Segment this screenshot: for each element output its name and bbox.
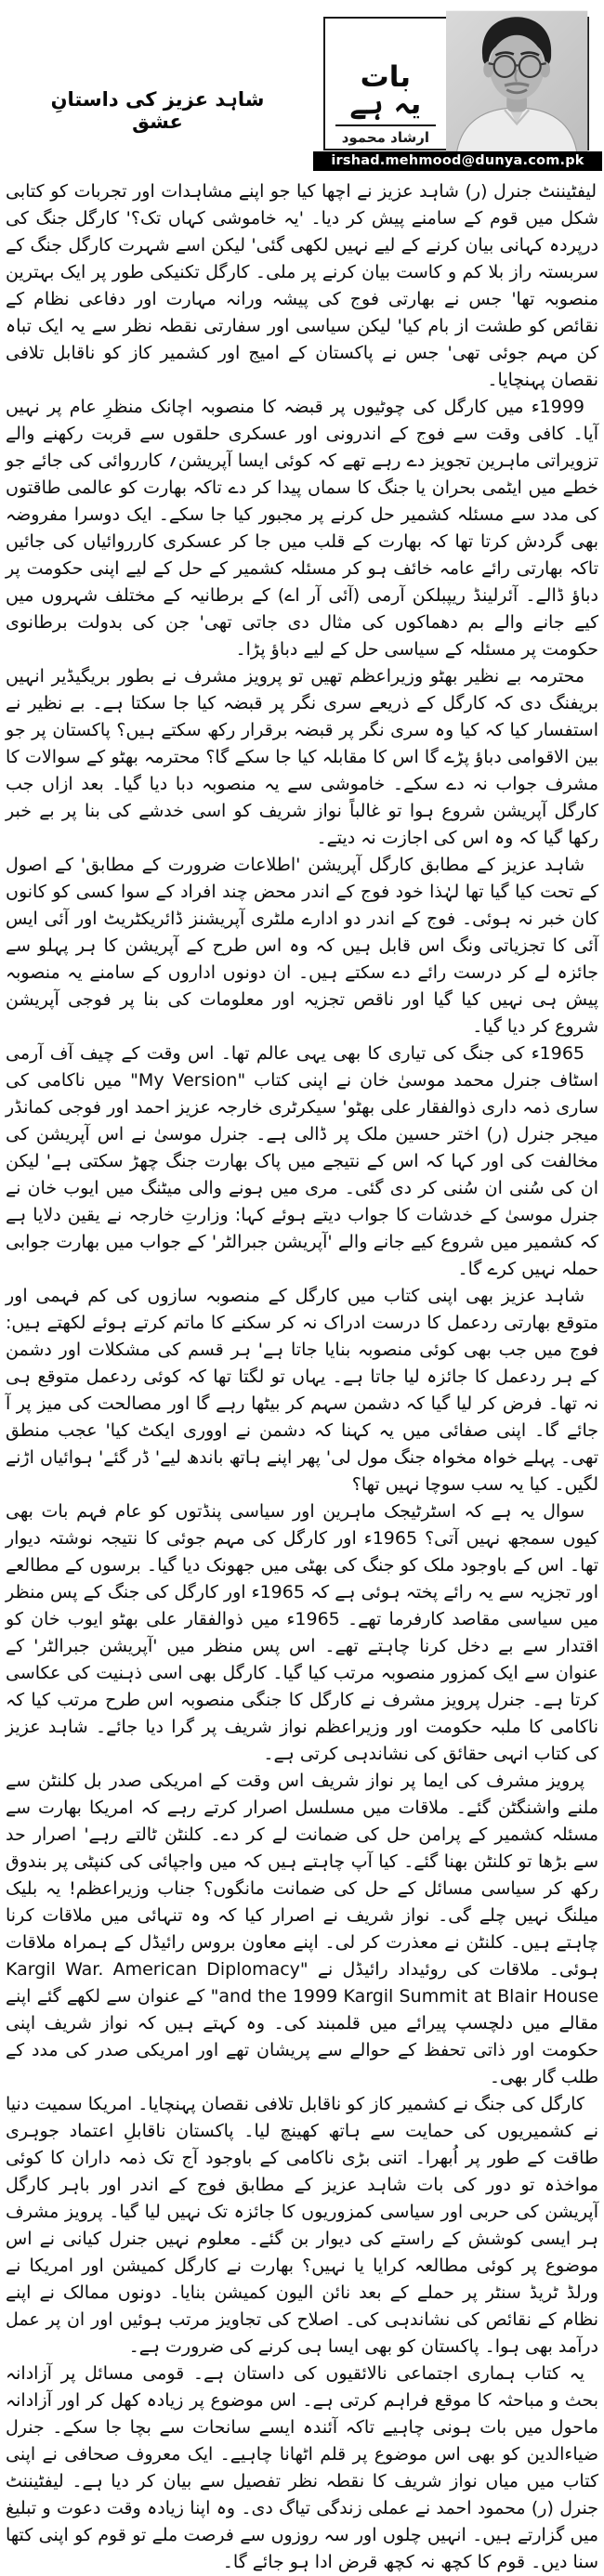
author-portrait-illustration: [446, 19, 587, 149]
article-title: شاہد عزیز کی داستانِ عشق: [50, 88, 265, 133]
author-email-bar: irshad.mehmood@dunya.com.pk: [313, 151, 602, 171]
article-paragraph: شاہد عزیز بھی اپنی کتاب میں کارگل کے منصوبہ سازوں کی کم فہمی اور متوقع بھارتی ردعمل کا درست ادراک نہ کر سکنے کا ماتم کرتے ہوئے لکھتے ہیں: فوج میں جب بھی کوئی منصوبہ بنایا جاتا ہے' ہر قسم کی مشکلات اور دشمن کے ہر ردعمل کا جائزہ لیا جاتا ہے۔ یہاں تو لگتا تھا کہ کوئی ردعمل متوقع ہی نہ تھا۔ فرض کر لیا گیا کہ دشمن سہم کر بیٹھا رہے گا اور مصالحت کی میز پر آ جائے گا۔ اپنی صفائی میں یہ کہنا کہ دشمن نے اووری ایکٹ کیا' عجب منطق تھی۔ پہلے خواہ مخواہ جنگ مول لی' پھر اپنے ہاتھ باندھ لیے' ڈر گئے' ہوائیاں اڑنے لگیں۔ کیا یہ سب سوچا نہیں تھا؟: [6, 1286, 598, 1495]
article-body: [0, 177, 604, 2576]
article-paragraph: 1999ء میں کارگل کی چوٹیوں پر قبضہ کا منصوبہ اچانک منظرِ عام پر نہیں آیا۔ کافی وقت سے فوج کے اندرونی اور عسکری حلقوں سے قربت رکھنے والے تزویراتی ماہرین تجویز دے رہے تھے کہ کوئی ایسا آپریشن؍ کارروائی کی جائے جو خطے میں ایٹمی بحران یا جنگ کا سماں پیدا کر دے تاکہ بھارت کو عالمی طاقتوں کی مدد سے مسئلہ کشمیر حل کرنے پر مجبور کیا جا سکے۔ ایک دوسرا مفروضہ بھی گردش کرتا تھا کہ بھارت کے قلب میں جا کر عسکری کارروائیاں کی جائیں تاکہ بھارتی رائے عامہ خائف ہو کر مسئلہ کشمیر کے حل کے لیے اپنی حکومت پر دباؤ ڈالے۔ آئرلینڈ ریپبلکن آرمی (آئی آر اے) کے برطانیہ کے مختلف شہروں میں کیے جانے والے بم دھماکوں کی مثال دی جاتی تھی' جن کی بدولت برطانوی حکومت پر مسئلہ کے سیاسی حل کے لیے دباؤ پڑا۔: [6, 397, 598, 660]
article-paragraph: یہ کتاب ہماری اجتماعی نالائقیوں کی داستان ہے۔ قومی مسائل پر آزادانہ بحث و مباحثہ کا موقع فراہم کرتی ہے۔ اس موضوع پر زیادہ کھل کر اور آزادانہ ماحول میں بات ہونی چاہیے تاکہ آئندہ ایسے سانحات سے بچا جا سکے۔ جنرل ضیاءالدین کو بھی اس موضوع پر قلم اٹھانا چاہیے۔ ایک معروف صحافی نے اپنی کتاب میں میاں نواز شریف کا نقطہ نظر تفصیل سے بیان کر دیا ہے۔ لیفٹیننٹ جنرل (ر) محمود احمد نے عملی زندگی تیاگ دی۔ وہ اپنا زیادہ وقت دعوت و تبلیغ میں گزارتے ہیں۔ انہیں چلوں اور سہ روزوں سے فرصت ملے تو قوم کو اپنی کتھا سنا دیں۔ قوم کا کچھ نہ کچھ قرض ادا ہو جائے گا۔: [6, 2363, 598, 2572]
article-paragraph: پرویز مشرف کی ایما پر نواز شریف اس وقت کے امریکی صدر بل کلنٹن سے ملنے واشنگٹن گئے۔ ملاقات میں مسلسل اصرار کرتے رہے کہ امریکا بھارت سے مسئلہ کشمیر کے پرامن حل کی ضمانت لے کر دے۔ کلنٹن ٹالتے رہے' اصرار حد سے بڑھا تو کلنٹن بھنا گئے۔ کیا آپ چاہتے ہیں کہ میں واجپائی کی کنپٹی پر بندوق رکھ کر سیاسی مسائل کے حل کی ضمانت مانگوں؟ جناب وزیراعظم! یہ بلیک میلنگ نہیں چلے گی۔ نواز شریف نے اصرار کیا کہ وہ تنہائی میں ملاقات کرنا چاہتے ہیں۔ کلنٹن نے معذرت کر لی۔ اپنے معاون بروس رائیڈل کے ہمراہ ملاقات ہوئی۔ ملاقات کی روئیداد رائیڈل نے "Kargil War. American Diplomacy and the 1999 Kargil Summit at Blair House" کے عنوان سے لکھے گئے اپنے مقالے میں دلچسپ پیرائے میں قلمبند کی۔ وہ کہتے ہیں کہ نواز شریف اپنی حکومت اور ذاتی تحفظ کے حوالے سے پریشان تھے اور امریکی صدر کی مدد کے طلب گار بھی۔: [6, 1771, 599, 2087]
column-logo-word-1: بات: [360, 60, 412, 94]
column-masthead: [0, 0, 604, 177]
article-paragraph: لیفٹیننٹ جنرل (ر) شاہد عزیز نے اچھا کیا جو اپنے مشاہدات اور تجربات کو کتابی شکل میں قوم کے سامنے پیش کر دیا۔ 'یہ خاموشی کہاں تک؟' کارگل جنگ کی درپردہ کہانی بیان کرنے کے لیے نہیں لکھی گئی' لیکن اسے شہرت کارگل جنگ کے سربستہ راز بلا کم و کاست بیان کرنے پر ملی۔ کارگل تکنیکی طور پر ایک بہترین منصوبہ تھا' جس نے بھارتی فوج کی پیشہ ورانہ مہارت اور دفاعی نظام کے نقائص کو طشت از بام کیا' لیکن سیاسی اور سفارتی نقطہ نظر سے یہ ایک تباہ کن مہم جوئی تھی' جس نے پاکستان کے امیج اور کشمیر کاز کو ناقابل تلافی نقصان پہنچایا۔: [6, 181, 598, 390]
article-paragraph: کارگل کی جنگ نے کشمیر کاز کو ناقابل تلافی نقصان پہنچایا۔ امریکا سمیت دنیا نے کشمیریوں کی حمایت سے ہاتھ کھینچ لیا۔ پاکستان ناقابلِ اعتماد جوہری طاقت کے طور پر اُبھرا۔ اتنی بڑی ناکامی کے باوجود آج تک ذمہ داران کا کوئی مواخذہ تو دور کی بات شاہد عزیز کے مطابق فوج کے اندر اور باہر کارگل آپریشن کی حربی اور سیاسی کمزوریوں کا جائزہ تک نہیں لیا گیا۔ پرویز مشرف ہر ایسی کوشش کے راستے کی دیوار بن گئے۔ معلوم نہیں جنرل کیانی نے اس موضوع پر کوئی مطالعہ کرایا یا نہیں؟ بھارت نے کارگل کمیشن اور امریکا نے ورلڈ ٹریڈ سنٹر پر حملے کے بعد نائن الیون کمیشن بنایا۔ دونوں ممالک نے اپنے نظام کے نقائص کی نشاندہی کی۔ اصلاح کی تجاویز مرتب ہوئیں اور ان پر عمل درآمد بھی ہوا۔ پاکستان کو بھی ایسا ہی کرنے کی ضرورت ہے۔: [6, 2094, 598, 2357]
article-paragraph: سوال یہ ہے کہ اسٹرٹیجک ماہرین اور سیاسی پنڈتوں کو عام فہم بات بھی کیوں سمجھ نہیں آتی؟ 1965ء اور کارگل کی مہم جوئی کا نتیجہ نوشتہ دیوار تھا۔ اس کے باوجود ملک کو جنگ کی بھٹی میں جھونک دیا گیا۔ برسوں کے مطالعے اور تجزیہ سے یہ رائے پختہ ہوئی ہے کہ 1965ء اور کارگل کی جنگ کے پس منظر میں سیاسی مقاصد کارفرما تھے۔ 1965ء میں ذوالفقار علی بھٹو ایوب خان کو اقتدار سے بے دخل کرنا چاہتے تھے۔ اس پس منظر میں 'آپریشن جبرالٹر' کے عنوان سے ایک کمزور منصوبہ مرتب کیا گیا۔ کارگل بھی اسی ذہنیت کی عکاسی کرتا ہے۔ جنرل پرویز مشرف نے کارگل کا جنگی منصوبہ اس طرح مرتب کیا کہ ناکامی کا ملبہ حکومت اور وزیراعظم نواز شریف پر گرا دیا جائے۔ شاہد عزیز کی کتاب انہی حقائق کی نشاندہی کرتی ہے۔: [6, 1501, 598, 1764]
logo-divider-rule: [335, 124, 436, 126]
masthead-logo-box: [323, 17, 589, 150]
article-paragraph: شاہد عزیز کے مطابق کارگل آپریشن 'اطلاعات ضرورت کے مطابق' کے اصول کے تحت کیا گیا تھا لہٰذا خود فوج کے اندر محض چند افراد کے سوا کسی کو کانوں کان خبر نہ ہوئی۔ فوج کے اندر دو ادارے ملٹری آپریشنز ڈائریکٹریٹ اور آئی ایس آئی کا تجزیاتی ونگ اس قابل ہیں کہ وہ اس طرح کے آپریشن کا ہر پہلو سے جائزہ لے کر درست رائے دے سکتے ہیں۔ ان دونوں اداروں کے سامنے یہ منصوبہ پیش ہی نہیں کیا گیا اور ناقص تجزیہ اور معلومات کی بنا پر فوجی آپریشن شروع کر دیا گیا۔: [6, 855, 598, 1037]
article-paragraph: 1965ء کی جنگ کی تیاری کا بھی یہی عالم تھا۔ اس وقت کے چیف آف آرمی اسٹاف جنرل محمد موسیٰ خان نے اپنی کتاب "My Version" میں ناکامی کی ساری ذمہ داری ذوالفقار علی بھٹو' سیکرٹری خارجہ عزیز احمد اور فوجی کمانڈر میجر جنرل (ر) اختر حسین ملک پر ڈالی ہے۔ جنرل موسیٰ نے اس آپریشن کی مخالفت کی اور کہا کہ اس کے نتیجے میں پاک بھارت جنگ چھڑ سکتی ہے' لیکن ان کی سُنی ان سُنی کر دی گئی۔ مری میں ہونے والی میٹنگ میں ایوب خان نے جنرل موسیٰ کے خدشات کا جواب دیتے ہوئے کہا: وزارتِ خارجہ نے یقین دلایا ہے کہ کشمیر میں شروع کیے جانے والے 'آپریشن جبرالٹر' کے جواب میں بھارت جوابی حملہ نہیں کرے گا۔: [6, 1043, 599, 1279]
masthead-logo-text-column: [325, 19, 446, 149]
article-paragraph: محترمہ بے نظیر بھٹو وزیراعظم تھیں تو پرویز مشرف نے بطور بریگیڈیر انہیں بریفنگ دی کہ کارگل کے ذریعے سری نگر پر قبضہ کیا جا سکتا ہے۔ بے نظیر نے استفسار کیا کہ کیا وہ سری نگر پر قبضہ برقرار رکھ سکتے ہیں؟ پاکستان پر جو بین الاقوامی دباؤ پڑے گا اس کا مقابلہ کیا جا سکے گا؟ محترمہ بھٹو کے سوالات کا مشرف جواب نہ دے سکے۔ خاموشی سے یہ منصوبہ دبا دیا گیا۔ بعد ازاں جب کارگل آپریشن شروع ہوا تو غالباً نواز شریف کو اسی خدشے کی بنا پر بے خبر رکھا گیا کہ وہ اس کی اجازت نہ دیتے۔: [6, 666, 598, 848]
author-photo: [446, 19, 587, 149]
column-logo-word-2: یہ ہے: [349, 87, 422, 121]
author-name: ارشاد محمود: [341, 129, 430, 146]
